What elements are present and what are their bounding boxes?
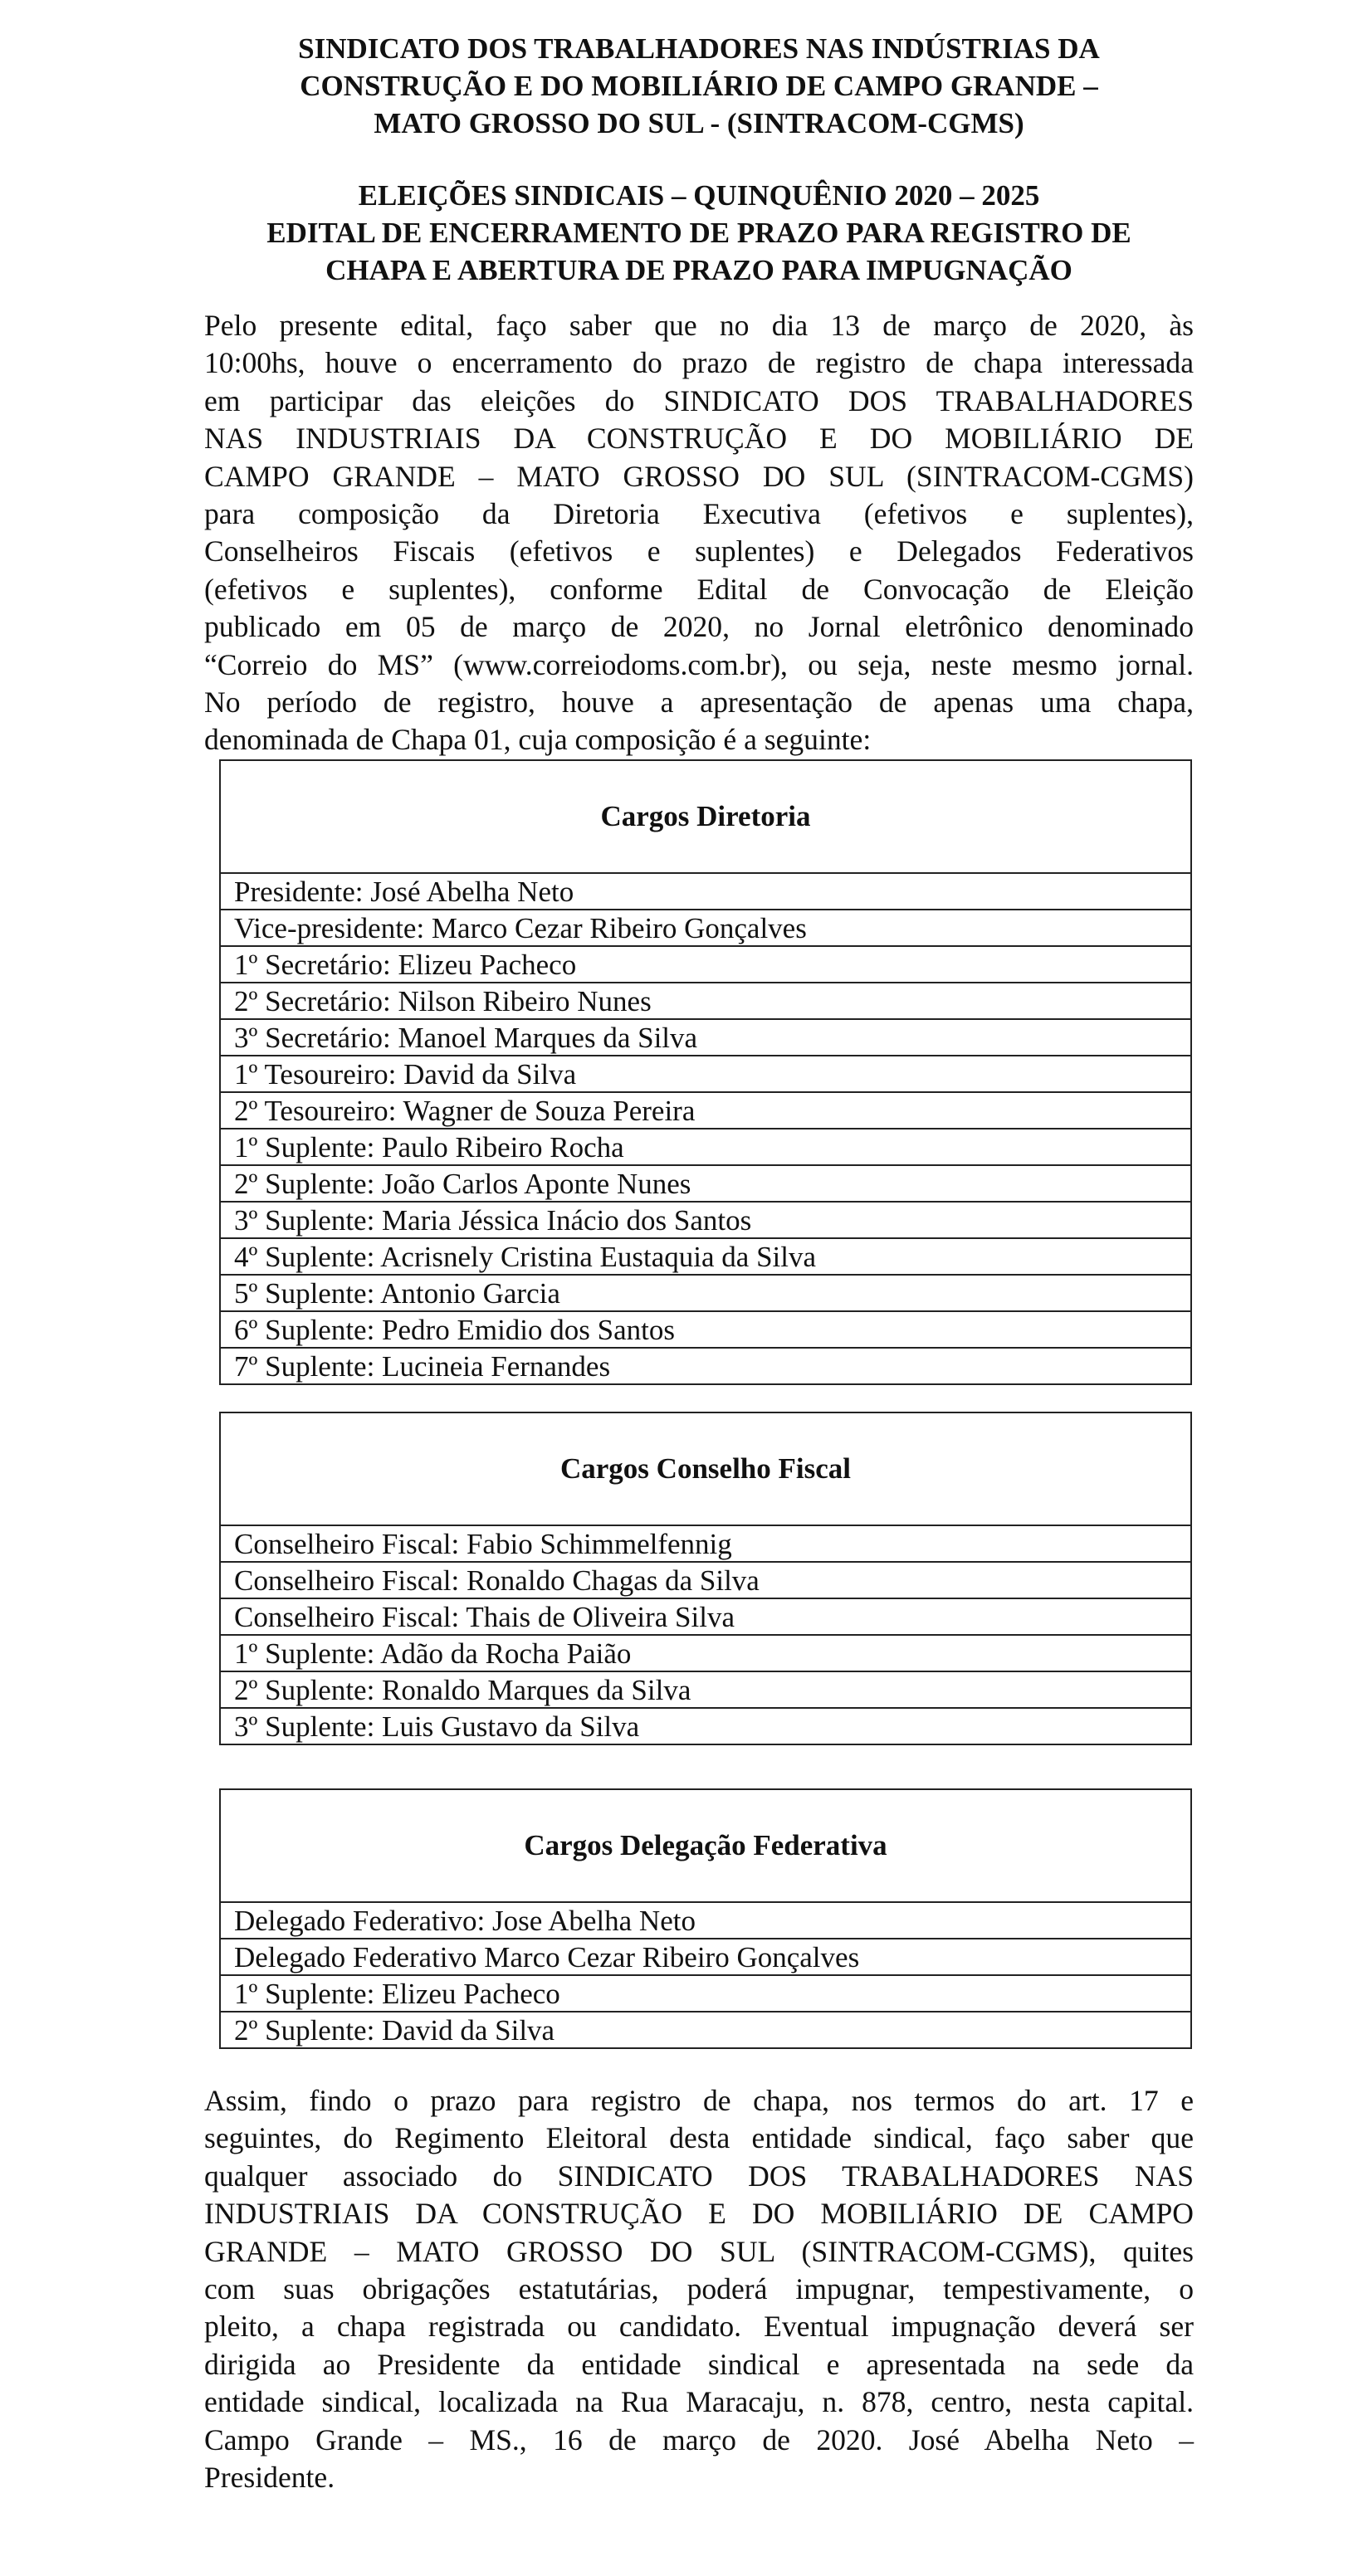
table-row: Delegado Federativo Marco Cezar Ribeiro Gonçalves [221,1939,1190,1976]
closing-line: seguintes, do Regimento Eleitoral desta entidade sindical, faço saber que [204,2121,1194,2155]
org-heading-line: SINDICATO DOS TRABALHADORES NAS INDÚSTRIAS DA [298,32,1100,65]
table-row: 2º Tesoureiro: Wagner de Souza Pereira [221,1093,1190,1129]
election-heading-line: CHAPA E ABERTURA DE PRAZO PARA IMPUGNAÇÃO [325,254,1072,286]
intro-line: 10:00hs, houve o encerramento do prazo de registro de chapa interessada [204,346,1194,380]
federative-delegation-table-title: Cargos Delegação Federativa [221,1790,1190,1903]
table-row: 2º Suplente: Ronaldo Marques da Silva [221,1672,1190,1709]
fiscal-council-table-title: Cargos Conselho Fiscal [221,1413,1190,1526]
intro-paragraph [204,307,1194,759]
org-heading [204,30,1194,142]
closing-line: Presidente. [204,2460,335,2494]
intro-line: para composição da Diretoria Executiva (efetivos e suplentes), [204,497,1194,531]
table-row: Vice-presidente: Marco Cezar Ribeiro Gonçalves [221,910,1190,947]
election-heading [204,177,1194,289]
closing-line: GRANDE – MATO GROSSO DO SUL (SINTRACOM-CGMS), quites [204,2234,1194,2268]
fiscal-council-table [219,1412,1192,1745]
intro-line: em participar das eleições do SINDICATO DOS TRABALHADORES [204,383,1194,417]
intro-line: “Correio do MS” (www.correiodoms.com.br), ou seja, neste mesmo jornal. [204,647,1194,681]
federative-delegation-table [219,1788,1192,2049]
org-heading-line: CONSTRUÇÃO E DO MOBILIÁRIO DE CAMPO GRANDE – [300,70,1098,102]
board-table [219,759,1192,1385]
closing-line: INDUSTRIAIS DA CONSTRUÇÃO E DO MOBILIÁRIO DE CAMPO [204,2197,1194,2231]
table-row: 2º Secretário: Nilson Ribeiro Nunes [221,983,1190,1020]
table-row: 1º Tesoureiro: David da Silva [221,1056,1190,1093]
intro-line: (efetivos e suplentes), conforme Edital de Convocação de Eleição [204,572,1194,606]
table-row: 5º Suplente: Antonio Garcia [221,1276,1190,1312]
table-row: 1º Suplente: Elizeu Pacheco [221,1976,1190,2013]
table-row: 4º Suplente: Acrisnely Cristina Eustaquia da Silva [221,1239,1190,1276]
table-row: 3º Secretário: Manoel Marques da Silva [221,1020,1190,1056]
closing-line: Campo Grande – MS., 16 de março de 2020. José Abelha Neto – [204,2422,1194,2456]
board-table-title: Cargos Diretoria [221,761,1190,874]
table-row: 1º Suplente: Adão da Rocha Paião [221,1636,1190,1672]
intro-line: publicado em 05 de março de 2020, no Jornal eletrônico denominado [204,610,1194,644]
table-row: Conselheiro Fiscal: Thais de Oliveira Silva [221,1599,1190,1636]
closing-line: entidade sindical, localizada na Rua Maracaju, n. 878, centro, nesta capital. [204,2385,1194,2419]
table-row: Conselheiro Fiscal: Ronaldo Chagas da Silva [221,1563,1190,1599]
closing-line: qualquer associado do SINDICATO DOS TRABALHADORES NAS [204,2159,1194,2193]
closing-line: dirigida ao Presidente da entidade sindical e apresentada na sede da [204,2347,1194,2381]
table-row: 1º Suplente: Paulo Ribeiro Rocha [221,1129,1190,1166]
table-row: 3º Suplente: Luis Gustavo da Silva [234,1710,640,1743]
intro-line: CAMPO GRANDE – MATO GROSSO DO SUL (SINTRACOM-CGMS) [204,459,1194,493]
closing-line: pleito, a chapa registrada ou candidato. Eventual impugnação deverá ser [204,2310,1194,2344]
table-row: Presidente: José Abelha Neto [221,874,1190,910]
table-row: 6º Suplente: Pedro Emidio dos Santos [221,1312,1190,1349]
intro-line: Conselheiros Fiscais (efetivos e suplentes) e Delegados Federativos [204,534,1194,568]
intro-line: NAS INDUSTRIAIS DA CONSTRUÇÃO E DO MOBILIÁRIO DE [204,422,1194,456]
intro-line: denominada de Chapa 01, cuja composição é a seguinte: [204,723,872,757]
closing-line: com suas obrigações estatutárias, poderá impugnar, tempestivamente, o [204,2271,1194,2305]
org-heading-line: MATO GROSSO DO SUL - (SINTRACOM-CGMS) [374,107,1024,139]
table-row: 3º Suplente: Maria Jéssica Inácio dos Santos [221,1203,1190,1239]
table-row: 2º Suplente: João Carlos Aponte Nunes [221,1166,1190,1203]
table-row: 7º Suplente: Lucineia Fernandes [234,1349,611,1383]
election-heading-line: EDITAL DE ENCERRAMENTO DE PRAZO PARA REGISTRO DE [266,217,1131,249]
table-row: 1º Secretário: Elizeu Pacheco [221,947,1190,983]
closing-line: Assim, findo o prazo para registro de chapa, nos termos do art. 17 e [204,2083,1194,2117]
table-row: Conselheiro Fiscal: Fabio Schimmelfennig [221,1526,1190,1563]
document-page [204,30,1194,2496]
table-row: Delegado Federativo: Jose Abelha Neto [221,1903,1190,1939]
closing-paragraph [204,2082,1194,2496]
intro-line: Pelo presente edital, faço saber que no dia 13 de março de 2020, às [204,309,1194,342]
intro-line: No período de registro, houve a apresentação de apenas uma chapa, [204,685,1194,720]
table-row: 2º Suplente: David da Silva [234,2013,555,2047]
election-heading-line: ELEIÇÕES SINDICAIS – QUINQUÊNIO 2020 – 2025 [358,179,1040,212]
